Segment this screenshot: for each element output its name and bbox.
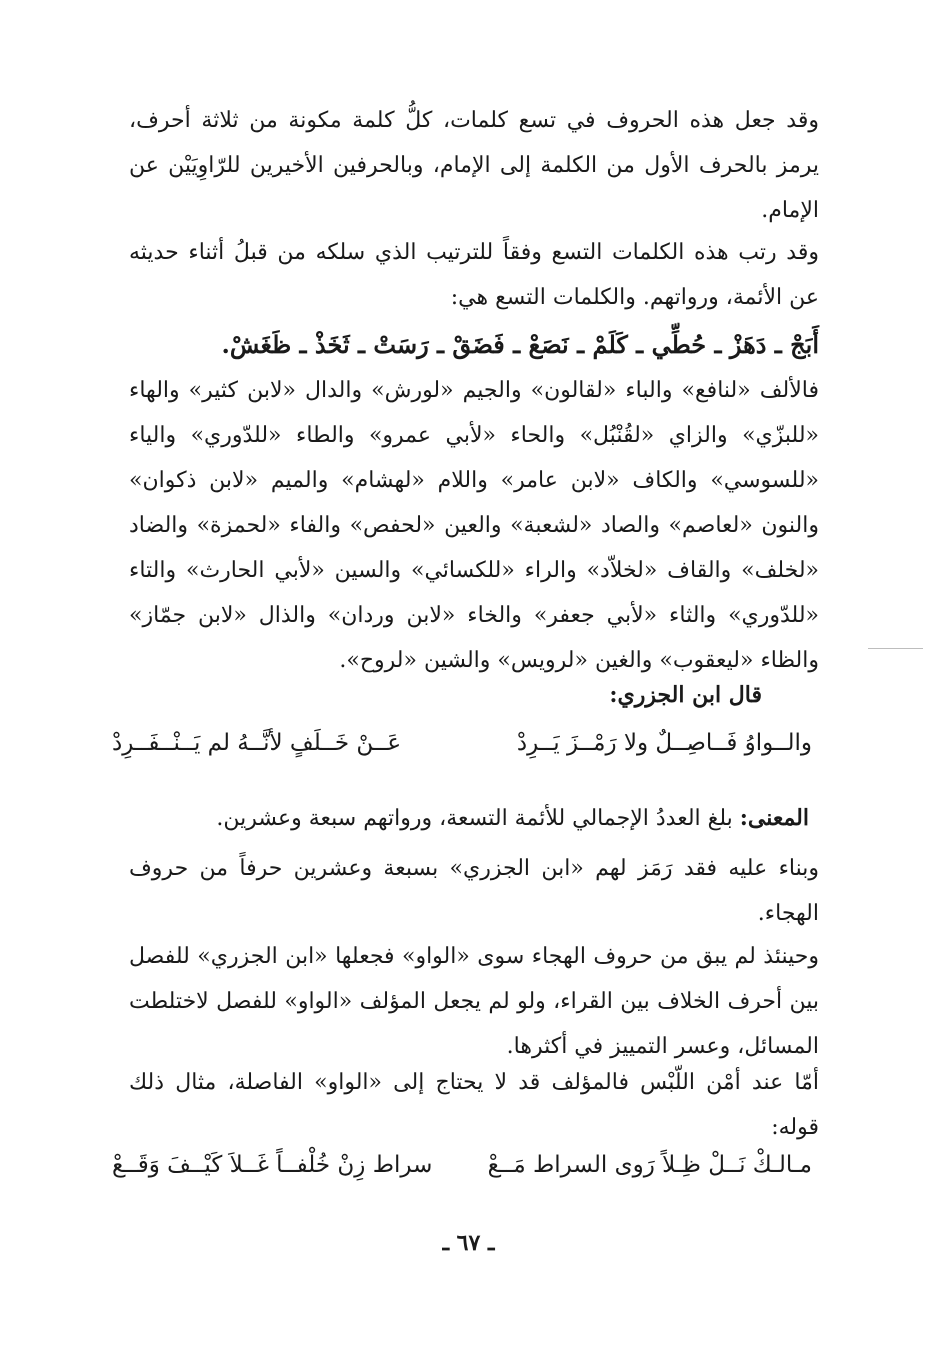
paragraph-ordering: وقد رتب هذه الكلمات التسع وفقاً للترتيب الذي سلكه من قبلُ أثناء حديثه عن الأئمة، ورواتهم. والكلمات التسع هي:	[129, 240, 819, 310]
verse-2-first-half: مـالـكْ نَــلْ ظِـلاً رَوى السراط مَــعْ	[487, 1152, 812, 1178]
paragraph-example: أمّا عند أمْن اللّبْس فالمؤلف قد لا يحتاج إلى «الواو» الفاصلة، مثال ذلك قوله:	[129, 1070, 819, 1140]
verse-line-1	[112, 730, 812, 756]
quote-heading: قال ابن الجزري:	[609, 682, 762, 708]
page-number: ـ ٦٧ ـ	[442, 1230, 495, 1256]
meaning-paragraph	[119, 796, 809, 841]
paragraph-waw-separator: وحينئذ لم يبق من حروف الهجاء سوى «الواو» فجعلها «ابن الجزري» للفصل بين أحرف الخلاف بين القراء، ولو لم يجعل المؤلف «الواو» للفصل لاختلطت المسائل، وعسر التمييز في أكثرها.	[129, 944, 820, 1059]
paragraph-27-letters: وبناء عليه فقد رَمَز لهم «ابن الجزري» بسبعة وعشرين حرفاً من حروف الهجاء.	[129, 856, 819, 926]
nine-words-line: أَبَجْ ـ دَهَزْ ـ حُطِّي ـ كَلَمْ ـ نَصَعْ ـ فَضَقْ ـ رَسَتْ ـ ثَخَذْ ـ ظَغَشْ.	[221, 330, 819, 359]
margin-mark	[868, 648, 923, 649]
verse-1-second-half: عَــنْ خَــلَفٍ لأنَّــهُ لم يَــنْــفَــرِدْ	[112, 730, 402, 756]
verse-line-2	[112, 1152, 812, 1178]
verse-2-second-half: سراط زِنْ خُلْفــاً غَــلاَ كَيْــفَ وَقَــعْ	[112, 1152, 433, 1178]
meaning-label: المعنى:	[739, 805, 809, 831]
verse-1-first-half: والــواوُ فَــاصِــلٌ ولا رَمْــزَ يَــرِدْ	[516, 730, 812, 756]
paragraph-letter-assignments: فالألف «لنافع» والباء «لقالون» والجيم «لورش» والدال «لابن كثير» والهاء «للبزّي» والزاي «لقُنْبُل» والحاء «لأبي عمرو» والطاء «للدّوري» والياء «للسوسي» والكاف «لابن عامر» واللام «لهشام» والميم «لابن ذكوان» والنون «لعاصم» والصاد «لشعبة» والعين «لحفص» والفاء «لحمزة» والضاد «لخلف» والقاف «لخلاّد» والراء «للكسائي» والسين «لأبي الحارث» والتاء «للدّوري» والثاء «لأبي جعفر» والخاء «لابن وردان» والذال «لابن جمّاز» والظاء «ليعقوب» والغين «لرويس» والشين «لروح».	[129, 378, 819, 673]
paragraph-letters-intro: وقد جعل هذه الحروف في تسع كلمات، كلُّ كلمة مكونة من ثلاثة أحرف، يرمز بالحرف الأول من الكلمة إلى الإمام، وبالحرفين الأخيرين للرّاوِيَيْن عن الإمام.	[129, 108, 819, 223]
meaning-text: بلغ العددُ الإجمالي للأئمة التسعة، ورواتهم سبعة وعشرين.	[216, 806, 733, 831]
